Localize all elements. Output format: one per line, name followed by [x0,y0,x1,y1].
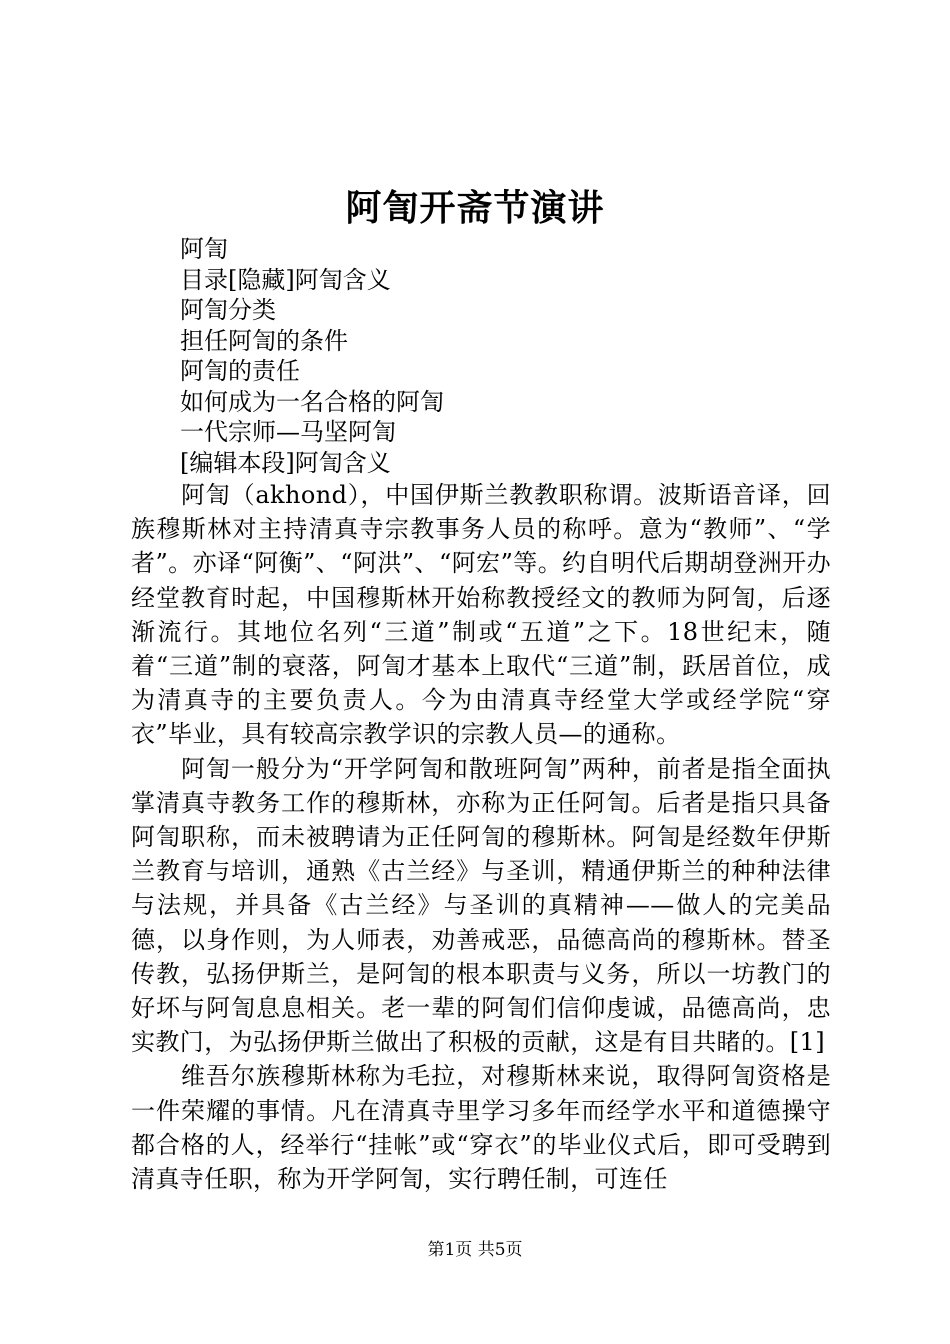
body-paragraph: 阿訇（akhond），中国伊斯兰教教职称谓。波斯语音译，回族穆斯林对主持清真寺宗教事务人员的称呼。意为“教师”、“学者”。亦译“阿衡”、“阿洪”、“阿宏”等。约自明代后期胡登洲开办经堂教育时起，中国穆斯林开始称教授经文的教师为阿訇，后逐渐流行。其地位名列“三道”制或“五道”之下。18世纪末，随着“三道”制的衰落，阿訇才基本上取代“三道”制，跃居首位，成为清真寺的主要负责人。今为由清真寺经堂大学或经学院“穿衣”毕业，具有较高宗教学识的宗教人员—的通称。 [131,481,831,749]
toc-item: 一代宗师—马坚阿訇 [180,418,396,446]
toc-item: [编辑本段]阿訇含义 [180,448,391,477]
document-body [131,478,831,1196]
toc-item: 目录[隐藏]阿訇含义 [180,265,391,294]
body-paragraph: 维吾尔族穆斯林称为毛拉，对穆斯林来说，取得阿訇资格是一件荣耀的事情。凡在清真寺里学习多年而经学水平和道德操守都合格的人，经举行“挂帐”或“穿衣”的毕业仪式后，即可受聘到清真寺任职，称为开学阿訇，实行聘任制，可连任 [131,1062,831,1194]
toc-item: 担任阿訇的条件 [180,326,348,355]
page-number-footer: 第1页 共5页 [427,1240,523,1260]
toc-item: 阿訇的责任 [180,357,300,385]
body-paragraph: 阿訇一般分为“开学阿訇和散班阿訇”两种，前者是指全面执掌清真寺教务工作的穆斯林，亦称为正任阿訇。后者是指只具备阿訇职称，而未被聘请为正任阿訇的穆斯林。阿訇是经数年伊斯兰教育与培训，通熟《古兰经》与圣训，精通伊斯兰的种种法律与法规，并具备《古兰经》与圣训的真精神——做人的完美品德，以身作则，为人师表，劝善戒恶，品德高尚的穆斯林。替圣传教，弘扬伊斯兰，是阿訇的根本职责与义务，所以一坊教门的好坏与阿訇息息相关。老一辈的阿訇们信仰虔诚，品德高尚，忠实教门，为弘扬伊斯兰做出了积极的贡献，这是有目共睹的。[1] [131,754,831,1057]
table-of-contents [180,234,444,478]
document-title: 阿訇开斋节演讲 [345,187,605,229]
toc-item: 阿訇 [180,235,228,263]
toc-item: 如何成为一名合格的阿訇 [180,387,444,416]
toc-item: 阿訇分类 [180,296,276,324]
